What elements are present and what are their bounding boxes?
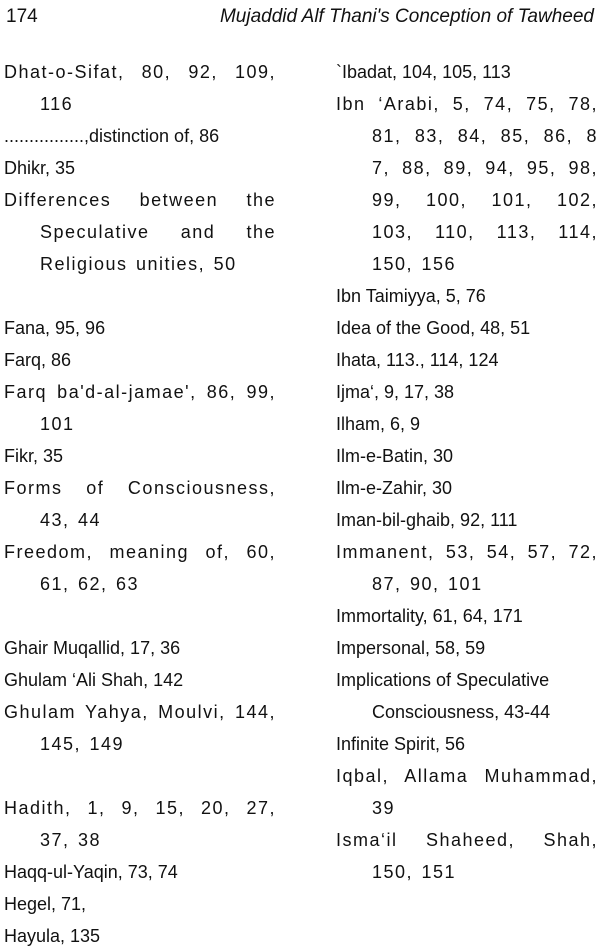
- index-entry: Ghulam Yahya, Moulvi, 144, 145, 149: [4, 702, 276, 754]
- index-entry: Ibn Taimiyya, 5, 76: [336, 286, 486, 306]
- index-entry: Ibn ‘Arabi, 5, 74, 75, 78, 81, 83, 84, 85, 86, 8 7, 88, 89, 94, 95, 98, 99, 100, 101, 102, 103, 110, 113, 114, 150, 156: [336, 94, 598, 274]
- index-right-column: [336, 56, 598, 888]
- index-entry: Dhat-o-Sifat, 80, 92, 109, 116: [4, 62, 276, 114]
- index-entry: Ghair Muqallid, 17, 36: [4, 638, 181, 658]
- index-left-column: [4, 56, 276, 952]
- index-entry: Dhikr, 35: [4, 158, 76, 178]
- index-entry: Ijma‘, 9, 17, 38: [336, 382, 455, 402]
- index-entry: Ihata, 113., 114, 124: [336, 350, 499, 370]
- index-entry: Ilm-e-Batin, 30: [336, 446, 454, 466]
- index-entry: Hegel, 71,: [4, 894, 87, 914]
- index-entry: `Ibadat, 104, 105, 113: [336, 62, 511, 82]
- index-entry: Immanent, 53, 54, 57, 72, 87, 90, 101: [336, 542, 598, 594]
- index-entry: Haqq-ul-Yaqin, 73, 74: [4, 862, 178, 882]
- index-entry: Ghulam ‘Ali Shah, 142: [4, 670, 184, 690]
- index-entry: Isma‘il Shaheed, Shah, 150, 151: [336, 830, 598, 882]
- index-entry: Impersonal, 58, 59: [336, 638, 486, 658]
- index-entry: Hadith, 1, 9, 15, 20, 27, 37, 38: [4, 798, 276, 850]
- index-entry: Immortality, 61, 64, 171: [336, 606, 523, 626]
- index-entry: Implications of Speculative Consciousness, 43-44: [336, 670, 551, 722]
- index-entry: Infinite Spirit, 56: [336, 734, 466, 754]
- index-entry: Idea of the Good, 48, 51: [336, 318, 531, 338]
- page-number: 174: [6, 6, 38, 27]
- running-title: Mujaddid Alf Thani's Conception of Tawheed: [219, 6, 594, 27]
- index-entry: Ilham, 6, 9: [336, 414, 421, 434]
- index-entry: Differences between the Speculative and the Religious unities, 50: [4, 190, 276, 274]
- index-entry: Hayula, 135: [4, 926, 101, 946]
- index-entry: Forms of Consciousness, 43, 44: [4, 478, 276, 530]
- index-entry: Fikr, 35: [4, 446, 64, 466]
- index-entry: Ilm-e-Zahir, 30: [336, 478, 453, 498]
- index-entry: Farq, 86: [4, 350, 72, 370]
- index-entry: Farq ba'd-al-jamae', 86, 99, 101: [4, 382, 276, 434]
- index-entry: Iqbal, Allama Muhammad, 39: [336, 766, 598, 818]
- index-entry: Freedom, meaning of, 60, 61, 62, 63: [4, 542, 276, 594]
- index-entry: Fana, 95, 96: [4, 318, 106, 338]
- index-entry: Iman-bil-ghaib, 92, 111: [336, 510, 518, 530]
- index-entry: ................,distinction of, 86: [4, 126, 220, 146]
